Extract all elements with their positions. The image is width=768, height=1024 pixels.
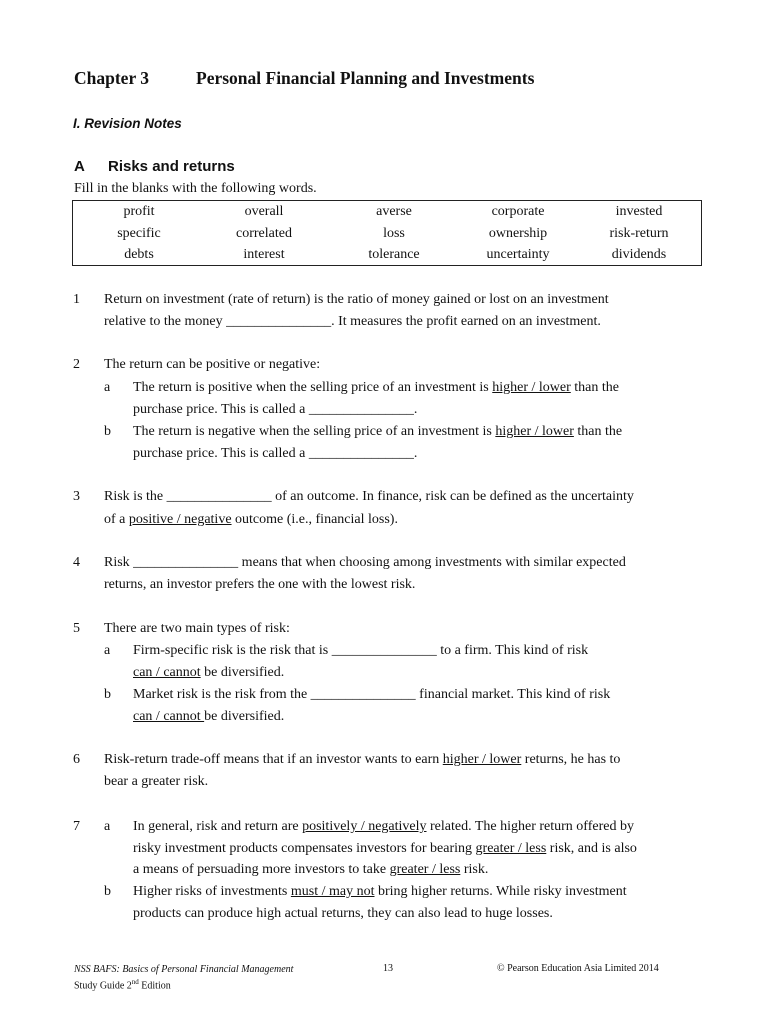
question-text: In general, risk and return are positively / negatively related. The higher return offered by — [133, 819, 634, 834]
question-text: There are two main types of risk: — [104, 621, 290, 636]
word-bank-item: dividends — [611, 247, 667, 262]
question-text: risky investment products compensates investors for bearing greater / less risk, and is also — [133, 841, 637, 856]
word-bank-item: specific — [117, 226, 161, 241]
question-text: The return is negative when the selling price of an investment is higher / lower than the — [133, 424, 623, 439]
word-bank-item: debts — [124, 247, 154, 262]
section-letter: A — [74, 158, 85, 175]
word-bank-item: corporate — [491, 204, 545, 219]
chapter-heading — [74, 68, 534, 89]
word-bank-item: interest — [243, 247, 285, 262]
revision-heading: I. Revision Notes — [73, 116, 182, 131]
choice-option: can / cannot — [133, 665, 201, 680]
question-number: 7 — [73, 819, 80, 834]
question-text: The return can be positive or negative: — [104, 357, 321, 372]
section-heading — [74, 158, 235, 175]
question-text: purchase price. This is called a _______________. — [133, 402, 418, 417]
sub-label: b — [104, 884, 111, 899]
question-text: of a positive / negative outcome (i.e., financial loss). — [104, 512, 398, 527]
question-text: Market risk is the risk from the _______________ financial market. This kind of risk — [133, 687, 611, 702]
sub-label: a — [104, 819, 111, 834]
choice-option: higher / lower — [492, 380, 571, 395]
word-bank-item: risk-return — [609, 226, 669, 241]
word-bank-item: correlated — [236, 226, 292, 241]
sub-label: a — [104, 643, 111, 658]
question-text: can / cannot be diversified. — [133, 709, 285, 724]
sub-label: a — [104, 380, 111, 395]
question-text: The return is positive when the selling price of an investment is higher / lower than the — [133, 380, 619, 395]
word-bank-row — [73, 204, 701, 226]
word-bank-item: uncertainty — [486, 247, 550, 262]
question-text: Return on investment (rate of return) is the ratio of money gained or lost on an investment — [104, 292, 609, 307]
footer-book-title: NSS BAFS: Basics of Personal Financial Management — [74, 964, 294, 975]
footer-copyright: © Pearson Education Asia Limited 2014 — [497, 963, 659, 974]
word-bank-item: averse — [376, 204, 412, 219]
question-text: relative to the money _______________. It measures the profit earned on an investment. — [104, 314, 601, 329]
question-text: Risk-return trade-off means that if an investor wants to earn higher / lower returns, he has to — [104, 752, 621, 767]
choice-option: can / cannot — [133, 709, 205, 724]
question-text: Higher risks of investments must / may not bring higher returns. While risky investment — [133, 884, 627, 899]
question-text: bear a greater risk. — [104, 774, 209, 789]
word-bank-item: invested — [615, 204, 663, 219]
choice-option: positively / negatively — [302, 819, 427, 834]
choice-option: positive / negative — [128, 512, 232, 527]
question-number: 5 — [73, 621, 80, 636]
word-bank-item: profit — [123, 204, 155, 219]
footer-edition: Study Guide 2nd Edition — [74, 978, 171, 992]
choice-option: higher / lower — [442, 752, 522, 767]
word-bank-row — [73, 247, 701, 269]
question-text: a means of persuading more investors to take greater / less risk. — [133, 862, 489, 877]
question-number: 2 — [73, 357, 80, 372]
choice-option: greater / less — [475, 841, 547, 856]
question-text: purchase price. This is called a _______________. — [133, 446, 418, 461]
footer-book-info — [74, 963, 293, 992]
instruction: Fill in the blanks with the following words. — [74, 181, 317, 196]
question-text: can / cannot be diversified. — [133, 665, 285, 680]
question-text: returns, an investor prefers the one with the lowest risk. — [104, 577, 416, 592]
question-text: Risk _______________ means that when choosing among investments with similar expected — [104, 555, 626, 570]
page-number: 13 — [383, 963, 393, 974]
word-bank-item: overall — [244, 204, 284, 219]
word-bank-item: loss — [383, 226, 405, 241]
word-bank-row — [73, 226, 701, 248]
word-bank-item: tolerance — [368, 247, 420, 262]
choice-option: must / may not — [290, 884, 375, 899]
chapter-title: Personal Financial Planning and Investments — [196, 68, 535, 88]
question-number: 3 — [73, 489, 80, 504]
question-text: Firm-specific risk is the risk that is _______________ to a firm. This kind of risk — [133, 643, 589, 658]
question-number: 6 — [73, 752, 80, 767]
choice-option: greater / less — [389, 862, 461, 877]
question-number: 1 — [73, 292, 80, 307]
word-bank — [72, 200, 702, 266]
section-title: Risks and returns — [108, 158, 235, 175]
question-number: 4 — [73, 555, 80, 570]
word-bank-item: ownership — [488, 226, 548, 241]
chapter-number: Chapter 3 — [74, 68, 150, 88]
sub-label: b — [104, 424, 111, 439]
sub-label: b — [104, 687, 111, 702]
choice-option: higher / lower — [495, 424, 574, 439]
question-text: Risk is the _______________ of an outcome. In finance, risk can be defined as the uncertainty — [104, 489, 634, 504]
question-text: products can produce high actual returns, they can also lead to huge losses. — [133, 906, 553, 921]
